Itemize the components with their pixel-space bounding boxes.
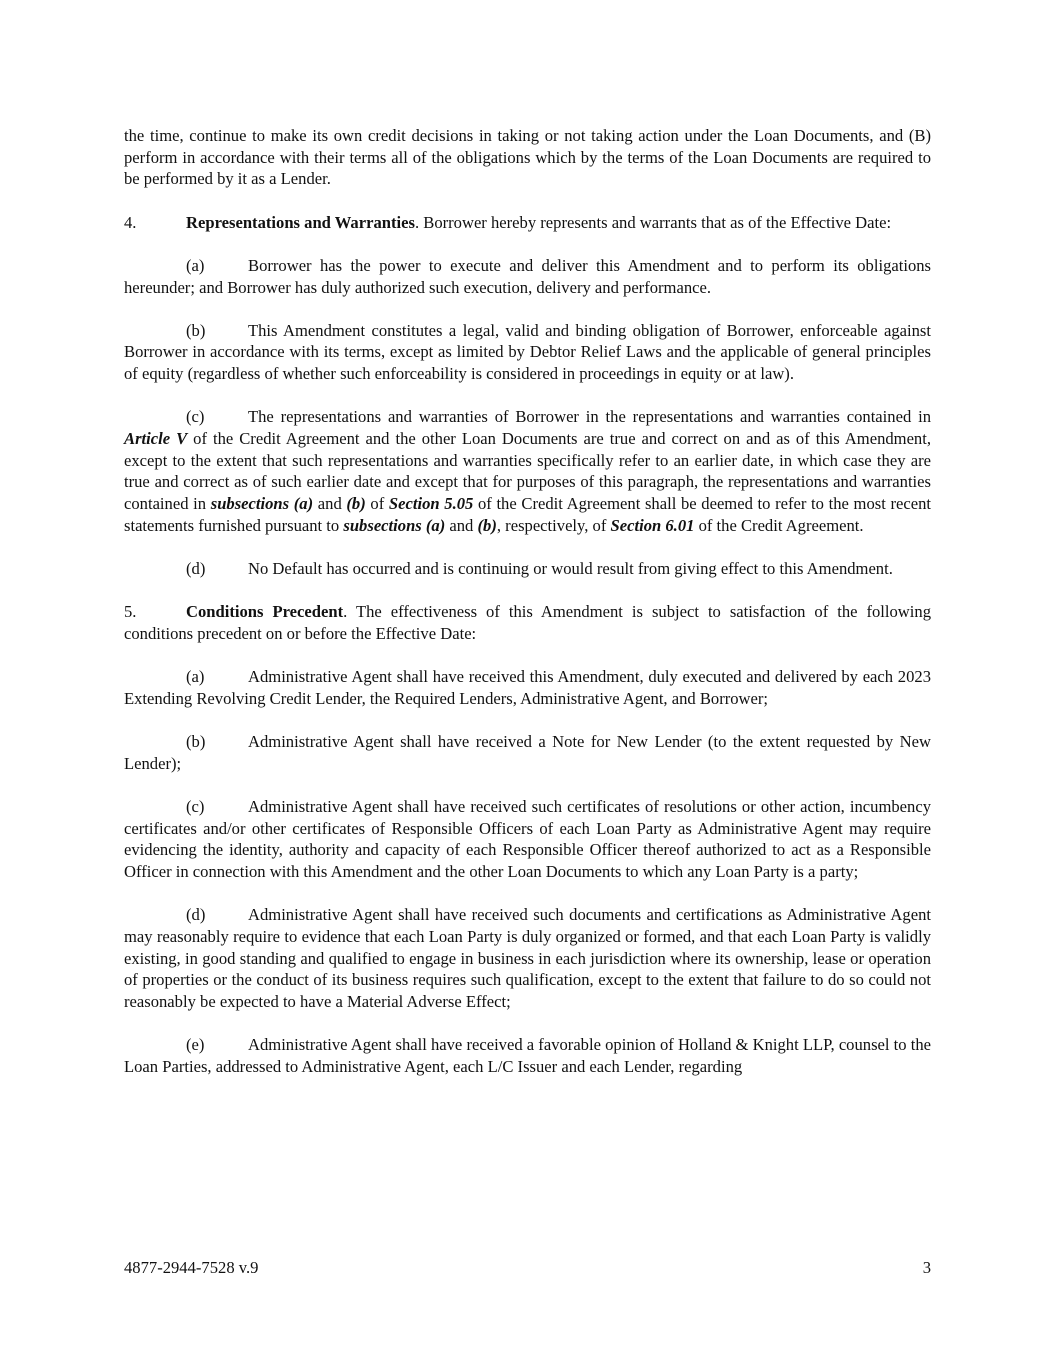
clause-5e: (e) Administrative Agent shall have received a favorable opinion of Holland & Knight LLP, counsel to the Loan Parties, addressed to Administrative Agent, each L/C Issuer and each Lender, regarding bbox=[124, 1035, 931, 1076]
clause-4d: (d) No Default has occurred and is continuing or would result from giving effect to this Amendment. bbox=[186, 559, 893, 579]
cross-reference: subsections (a) bbox=[210, 494, 314, 514]
cross-reference: (b) bbox=[346, 494, 366, 514]
document-body bbox=[124, 125, 931, 1099]
cross-reference: Section 5.05 bbox=[388, 494, 474, 514]
document-id: 4877-2944-7528 v.9 bbox=[124, 1258, 259, 1277]
cross-reference: (b) bbox=[477, 515, 497, 535]
page-number: 3 bbox=[922, 1258, 931, 1277]
clause-4a: (a) Borrower has the power to execute and deliver this Amendment and to perform its obligations hereunder; and Borrower has duly authorized such execution, delivery and performance. bbox=[124, 255, 931, 297]
cross-reference: Section 6.01 bbox=[610, 515, 695, 535]
clause-5c: (c) Administrative Agent shall have received such certificates of resolutions or other action, incumbency certificates and/or other certificates of Responsible Officers of each Loan Party as Administrative Agent may require evidencing the identity, authority and capacity of each Responsible Officer thereof authorized to act as a Responsible Officer in connection with this Amendment and the other Loan Documents to which any Loan Party is a party; bbox=[124, 796, 931, 882]
continuation-paragraph: the time, continue to make its own credit decisions in taking or not taking action under the Loan Documents, and (B) perform in accordance with their terms all of the obligations which by the terms of the Loan Documents are required to be performed by it as a Lender. bbox=[124, 126, 931, 189]
page-footer bbox=[124, 1258, 931, 1278]
section-heading: Representations and Warranties bbox=[186, 212, 415, 232]
section-heading: Conditions Precedent bbox=[186, 602, 344, 622]
section-5-heading-paragraph: 5. Conditions Precedent. The effectiveness of this Amendment is subject to satisfaction of the following conditions precedent on or before the Effective Date: bbox=[124, 602, 931, 643]
clause-4b: (b) This Amendment constitutes a legal, valid and binding obligation of Borrower, enforceable against Borrower in accordance with its terms, except as limited by Debtor Relief Laws and the applicable of general principles of equity (regardless of whether such enforceability is considered in proceedings in equity or at law). bbox=[124, 320, 931, 384]
section-number: 5. bbox=[124, 602, 137, 622]
clause-5b: (b) Administrative Agent shall have received a Note for New Lender (to the extent requested by New Lender); bbox=[124, 732, 931, 773]
cross-reference: subsections (a) bbox=[343, 515, 446, 535]
clause-4c: (c) The representations and warranties of Borrower in the representations and warranties contained in Article V of the Credit Agreement and the other Loan Documents are true and correct on and as of this Amendment, except to the extent that such representations and warranties specifically refer to an earlier date, in which case they are true and correct as of such earlier date and except that for purposes of this paragraph, the representations and warranties contained in subsections (a) and (b) of Section 5.05 of the Credit Agreement shall be deemed to refer to the most recent statements furnished pursuant to subsections (a) and (b), respectively, of Section 6.01 of the Credit Agreement. bbox=[124, 407, 932, 535]
clause-5a: (a) Administrative Agent shall have received this Amendment, duly executed and delivered by each 2023 Extending Revolving Credit Lender, the Required Lenders, Administrative Agent, and Borrower; bbox=[124, 667, 931, 708]
cross-reference: Article V bbox=[124, 429, 188, 449]
section-4-heading-paragraph: 4. Representations and Warranties. Borrower hereby represents and warrants that as of the Effective Date: bbox=[124, 212, 892, 232]
section-number: 4. bbox=[124, 212, 137, 232]
clause-5d: (d) Administrative Agent shall have received such documents and certifications as Administrative Agent may reasonably require to evidence that each Loan Party is duly organized or formed, and that each Loan Party is validly existing, in good standing and qualified to engage in business in each jurisdiction where its ownership, lease or operation of properties or the conduct of its business requires such qualification, except to the extent that failure to do so could not reasonably be expected to have a Material Adverse Effect; bbox=[124, 905, 931, 1012]
